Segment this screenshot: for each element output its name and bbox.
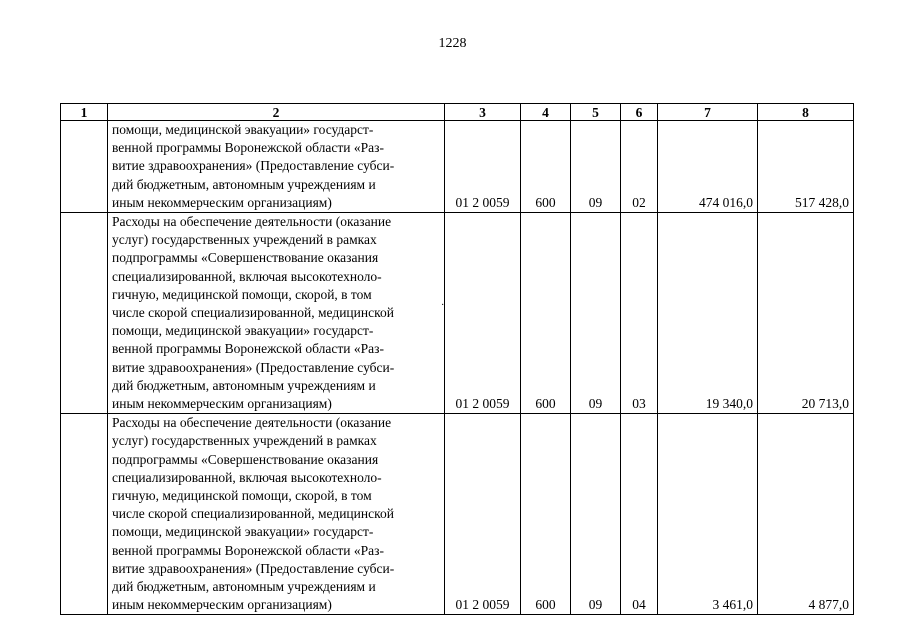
description-line: подпрограммы «Совершенствование оказания	[112, 250, 379, 266]
page-number: 1228	[438, 36, 467, 51]
description-line: числе скорой специализированной, медицинской	[112, 506, 394, 522]
description-line: гичную, медицинской помощи, скорой, в том	[112, 488, 372, 504]
section-cell: 09	[571, 414, 621, 615]
column-header-4: 4	[521, 104, 571, 121]
description-cell	[108, 414, 445, 615]
column-header-5: 5	[571, 104, 621, 121]
amount-col8-cell: 20 713,0	[758, 213, 854, 414]
target-code-cell: 01 2 0059	[445, 121, 521, 213]
description-line: помощи, медицинской эвакуации» государст-	[112, 524, 374, 540]
description-line: дий бюджетным, автономным учреждениям и	[112, 377, 376, 393]
column-header-6: 6	[621, 104, 658, 121]
description-line: иным некоммерческим организациям)	[112, 396, 332, 412]
column-header-7: 7	[658, 104, 758, 121]
subsection-cell: 04	[621, 414, 658, 615]
table-header-row	[61, 104, 854, 121]
section-cell: 09	[571, 121, 621, 213]
description-line: иным некоммерческим организациям)	[112, 597, 332, 613]
description-line: иным некоммерческим организациям)	[112, 194, 332, 210]
description-cell	[108, 213, 445, 414]
target-code-cell: 01 2 0059	[445, 213, 521, 414]
description-line: помощи, медицинской эвакуации» государст-	[112, 122, 374, 137]
description-line: Расходы на обеспечение деятельности (оказание	[112, 214, 392, 230]
amount-col8-cell: 517 428,0	[758, 121, 854, 213]
description-line: венной программы Воронежской области «Раз-	[112, 140, 384, 156]
table-row	[61, 121, 854, 213]
amount-col7-cell: 474 016,0	[658, 121, 758, 213]
column-header-2: 2	[108, 104, 445, 121]
description-line: подпрограммы «Совершенствование оказания	[112, 451, 379, 467]
table-row	[61, 414, 854, 615]
description-line: витие здравоохранения» (Предоставление субси-	[112, 359, 395, 375]
row-number-cell	[61, 414, 108, 615]
description-line: услуг) государственных учреждений в рамках	[112, 433, 377, 449]
column-header-3: 3	[445, 104, 521, 121]
description-line: витие здравоохранения» (Предоставление субси-	[112, 158, 395, 174]
description-line: венной программы Воронежской области «Раз-	[112, 341, 384, 357]
description-line: дий бюджетным, автономным учреждениям и	[112, 176, 376, 192]
row-number-cell	[61, 121, 108, 213]
amount-col7-cell: 19 340,0	[658, 213, 758, 414]
description-line: Расходы на обеспечение деятельности (оказание	[112, 415, 392, 431]
description-line: помощи, медицинской эвакуации» государст-	[112, 323, 374, 339]
section-cell: 09	[571, 213, 621, 414]
description-line: дий бюджетным, автономным учреждениям и	[112, 579, 376, 595]
description-line: числе скорой специализированной, медицинской	[112, 305, 394, 321]
table-row	[61, 213, 854, 414]
subsection-cell: 02	[621, 121, 658, 213]
description-line: специализированной, включая высокотехноло-	[112, 469, 382, 485]
scan-dot: ·	[441, 300, 445, 311]
expense-type-cell: 600	[521, 414, 571, 615]
column-header-8: 8	[758, 104, 854, 121]
description-line: гичную, медицинской помощи, скорой, в том	[112, 286, 372, 302]
subsection-cell: 03	[621, 213, 658, 414]
column-header-1: 1	[61, 104, 108, 121]
description-line: витие здравоохранения» (Предоставление субси-	[112, 560, 395, 576]
target-code-cell: 01 2 0059	[445, 414, 521, 615]
expense-type-cell: 600	[521, 121, 571, 213]
row-number-cell	[61, 213, 108, 414]
budget-table	[60, 103, 854, 615]
amount-col8-cell: 4 877,0	[758, 414, 854, 615]
description-line: специализированной, включая высокотехноло-	[112, 268, 382, 284]
description-line: венной программы Воронежской области «Раз-	[112, 542, 384, 558]
description-cell	[108, 121, 445, 213]
amount-col7-cell: 3 461,0	[658, 414, 758, 615]
description-line: услуг) государственных учреждений в рамках	[112, 232, 377, 248]
expense-type-cell: 600	[521, 213, 571, 414]
